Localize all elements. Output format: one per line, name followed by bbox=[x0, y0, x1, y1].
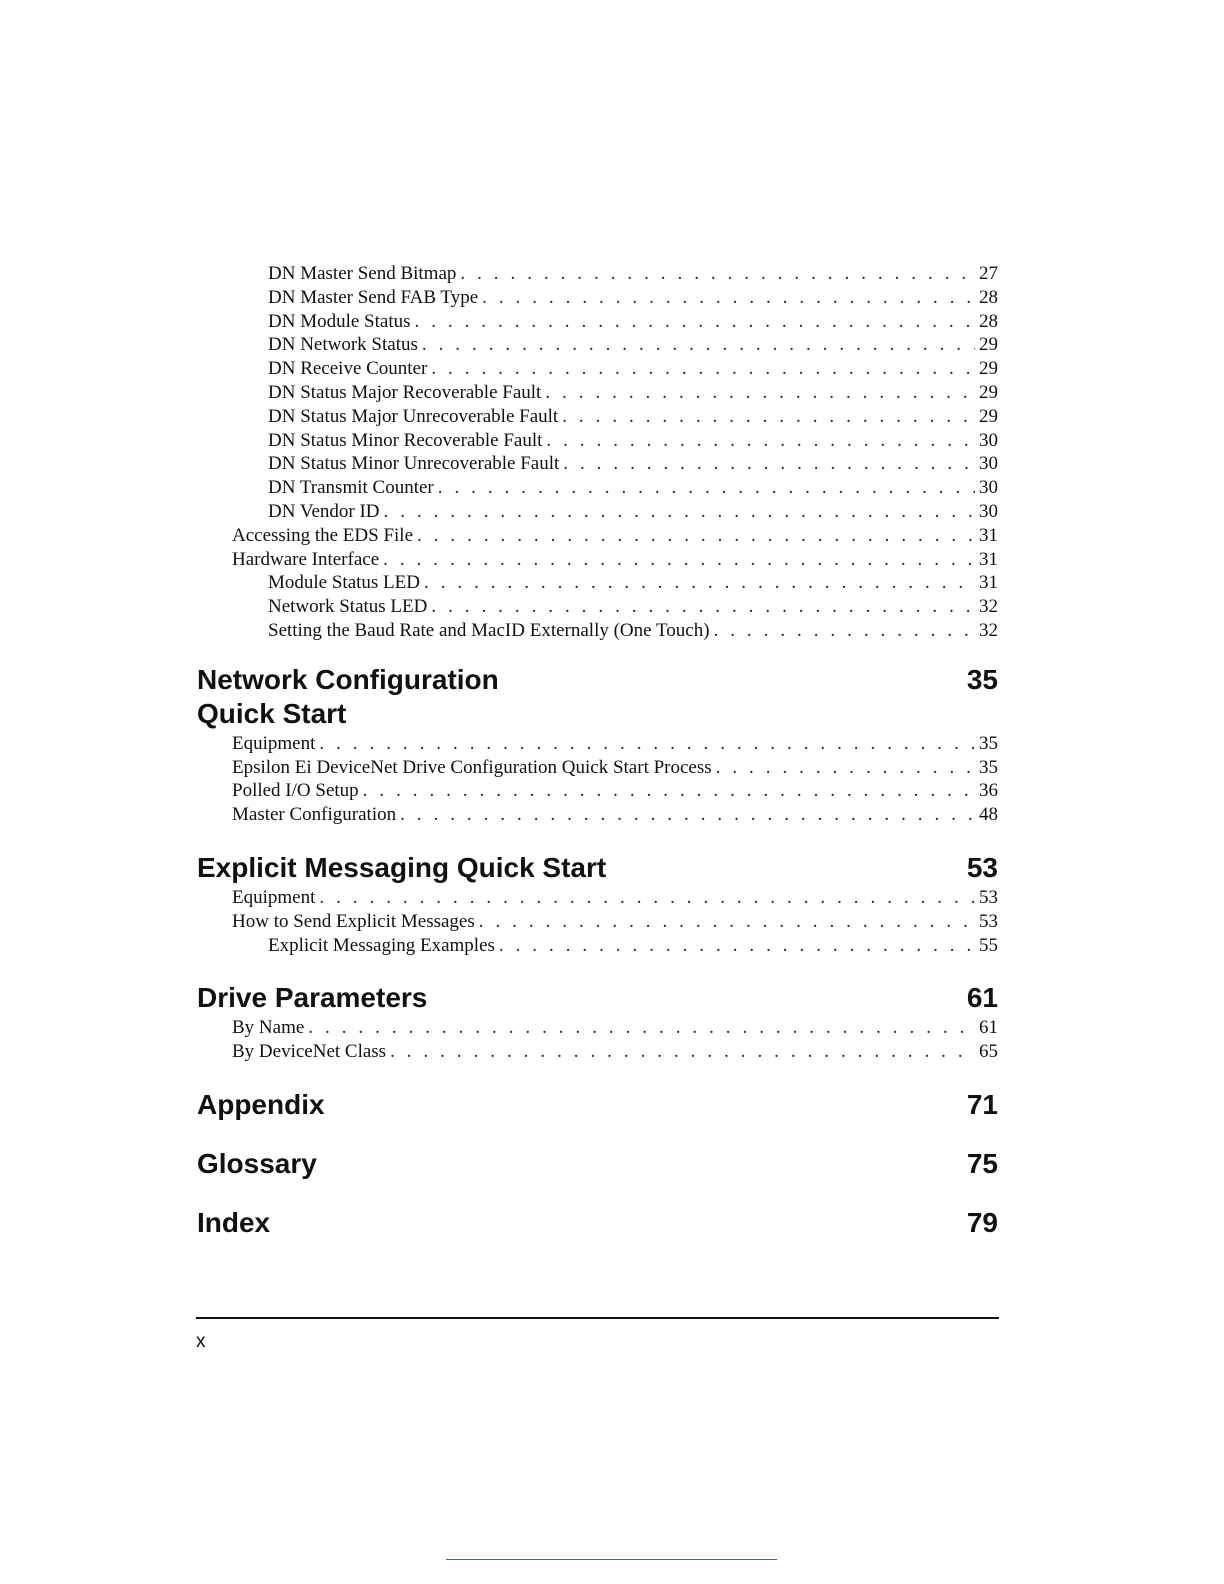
toc-entry-page: 29 bbox=[979, 334, 998, 356]
chapter-title: Glossary bbox=[197, 1147, 317, 1179]
footer-rule bbox=[196, 1317, 999, 1319]
toc-leader-dots bbox=[716, 756, 975, 780]
toc-entry-title: Explicit Messaging Examples bbox=[268, 934, 495, 956]
toc-entry-title: Equipment bbox=[232, 886, 316, 908]
toc-entry-page: 28 bbox=[979, 286, 998, 308]
toc-entry-title: DN Module Status bbox=[268, 310, 411, 332]
chapter-heading[interactable] bbox=[197, 1088, 998, 1122]
toc-entry-title: DN Receive Counter bbox=[268, 358, 428, 380]
toc-entry[interactable] bbox=[197, 524, 998, 548]
toc-entry[interactable] bbox=[197, 1040, 998, 1064]
toc-leader-dots bbox=[424, 571, 975, 595]
toc-leader-dots bbox=[460, 262, 975, 286]
toc-entry-page: 27 bbox=[979, 263, 998, 284]
toc-entry-title: DN Status Major Unrecoverable Fault bbox=[268, 405, 559, 427]
toc-entry-page: 55 bbox=[979, 934, 998, 956]
chapter-page: 61 bbox=[966, 982, 998, 1014]
chapter-title: Appendix bbox=[197, 1088, 325, 1120]
toc-entry-title: By Name bbox=[232, 1017, 305, 1039]
toc-entry-title: DN Network Status bbox=[268, 334, 418, 356]
toc-entry-title: Hardware Interface bbox=[232, 548, 380, 570]
toc-entry[interactable] bbox=[197, 262, 998, 286]
toc-entry-title: DN Vendor ID bbox=[268, 500, 380, 522]
toc-entry-page: 31 bbox=[979, 572, 998, 594]
toc-leader-dots bbox=[438, 476, 975, 500]
table-of-contents bbox=[197, 262, 998, 1240]
toc-leader-dots bbox=[363, 779, 975, 803]
toc-entry-page: 36 bbox=[979, 780, 998, 802]
toc-entry-page: 32 bbox=[979, 596, 998, 618]
toc-entry[interactable] bbox=[197, 357, 998, 381]
chapter-title: Network Configuration Quick Start bbox=[197, 663, 499, 729]
toc-leader-dots bbox=[479, 910, 975, 934]
toc-entry-title: DN Status Minor Unrecoverable Fault bbox=[268, 453, 560, 475]
chapter-page: 53 bbox=[966, 851, 998, 883]
toc-entry[interactable] bbox=[197, 910, 998, 934]
toc-entry-page: 53 bbox=[979, 886, 998, 908]
chapter-heading[interactable] bbox=[197, 1206, 998, 1240]
toc-entry-title: Accessing the EDS File bbox=[232, 524, 414, 546]
toc-entry-title: How to Send Explicit Messages bbox=[232, 910, 475, 932]
toc-leader-dots bbox=[390, 1040, 975, 1064]
toc-entry-page: 35 bbox=[979, 756, 998, 778]
chapter-title: Index bbox=[197, 1206, 271, 1238]
toc-entry-title: Setting the Baud Rate and MacID Externally (One Touch) bbox=[268, 619, 710, 641]
toc-entry-page: 30 bbox=[979, 477, 998, 499]
page-number: x bbox=[196, 1331, 206, 1352]
toc-entry-title: Master Configuration bbox=[232, 804, 397, 826]
toc-entry[interactable] bbox=[197, 500, 998, 524]
toc-entry-page: 65 bbox=[979, 1041, 998, 1063]
toc-entry-title: DN Status Minor Recoverable Fault bbox=[268, 429, 543, 451]
toc-entry-page: 61 bbox=[979, 1017, 998, 1039]
toc-entry[interactable] bbox=[197, 732, 998, 756]
toc-entry[interactable] bbox=[197, 333, 998, 357]
toc-leader-dots bbox=[417, 524, 975, 548]
toc-leader-dots bbox=[319, 732, 975, 756]
toc-entry[interactable] bbox=[197, 934, 998, 958]
toc-leader-dots bbox=[319, 886, 975, 910]
toc-entry-title: DN Status Major Recoverable Fault bbox=[268, 381, 542, 403]
toc-entry-title: DN Master Send FAB Type bbox=[268, 286, 479, 308]
toc-entry-title: Module Status LED bbox=[268, 572, 420, 594]
toc-entry-page: 29 bbox=[979, 405, 998, 427]
toc-entry-page: 32 bbox=[979, 619, 998, 641]
toc-entry-title: Network Status LED bbox=[268, 596, 428, 618]
toc-entry-title: Equipment bbox=[232, 732, 316, 754]
chapter-heading[interactable] bbox=[197, 981, 998, 1015]
toc-leader-dots bbox=[546, 429, 975, 453]
toc-entry[interactable] bbox=[197, 429, 998, 453]
toc-leader-dots bbox=[545, 381, 975, 405]
toc-entry[interactable] bbox=[197, 619, 998, 643]
toc-leader-dots bbox=[400, 803, 975, 827]
toc-entry[interactable] bbox=[197, 886, 998, 910]
toc-entry[interactable] bbox=[197, 803, 998, 827]
toc-entry[interactable] bbox=[197, 1016, 998, 1040]
chapter-page: 71 bbox=[966, 1088, 998, 1120]
toc-entry-page: 30 bbox=[979, 453, 998, 475]
toc-entry[interactable] bbox=[197, 548, 998, 572]
toc-entry-page: 31 bbox=[979, 548, 998, 570]
bottom-link-underline bbox=[446, 1559, 777, 1560]
toc-entry[interactable] bbox=[197, 405, 998, 429]
chapter-heading[interactable] bbox=[197, 663, 998, 731]
chapter-page: 35 bbox=[966, 663, 998, 695]
chapter-heading[interactable] bbox=[197, 851, 998, 885]
toc-leader-dots bbox=[383, 548, 975, 572]
toc-entry-page: 35 bbox=[979, 732, 998, 754]
chapter-heading[interactable] bbox=[197, 1147, 998, 1181]
toc-entry[interactable] bbox=[197, 779, 998, 803]
toc-leader-dots bbox=[563, 452, 975, 476]
toc-entry[interactable] bbox=[197, 571, 998, 595]
toc-leader-dots bbox=[308, 1016, 975, 1040]
toc-leader-dots bbox=[714, 619, 975, 643]
chapter-title: Explicit Messaging Quick Start bbox=[197, 851, 607, 883]
toc-entry[interactable] bbox=[197, 310, 998, 334]
toc-leader-dots bbox=[431, 595, 975, 619]
toc-entry-title: Epsilon Ei DeviceNet Drive Configuration Quick Start Process bbox=[232, 756, 712, 778]
toc-leader-dots bbox=[384, 500, 975, 524]
toc-entry[interactable] bbox=[197, 452, 998, 476]
toc-entry-title: DN Transmit Counter bbox=[268, 477, 434, 499]
toc-entry-page: 30 bbox=[979, 429, 998, 451]
chapter-title: Drive Parameters bbox=[197, 982, 428, 1014]
toc-leader-dots bbox=[415, 310, 976, 334]
toc-entry-title: DN Master Send Bitmap bbox=[268, 263, 457, 284]
chapter-page: 75 bbox=[966, 1147, 998, 1179]
toc-entry-page: 29 bbox=[979, 381, 998, 403]
toc-leader-dots bbox=[499, 934, 975, 958]
toc-entry-page: 29 bbox=[979, 358, 998, 380]
toc-leader-dots bbox=[422, 333, 975, 357]
toc-leader-dots bbox=[562, 405, 975, 429]
toc-entry-page: 28 bbox=[979, 310, 998, 332]
toc-entry[interactable] bbox=[197, 381, 998, 405]
toc-entry[interactable] bbox=[197, 595, 998, 619]
toc-entry[interactable] bbox=[197, 476, 998, 500]
toc-leader-dots bbox=[482, 286, 975, 310]
toc-entry-title: By DeviceNet Class bbox=[232, 1041, 387, 1063]
toc-entry-page: 31 bbox=[979, 524, 998, 546]
toc-entry-page: 53 bbox=[979, 910, 998, 932]
toc-entry-page: 48 bbox=[979, 804, 998, 826]
toc-leader-dots bbox=[431, 357, 975, 381]
toc-entry-title: Polled I/O Setup bbox=[232, 780, 359, 802]
toc-entry[interactable] bbox=[197, 286, 998, 310]
chapter-page: 79 bbox=[966, 1206, 998, 1238]
toc-entry-page: 30 bbox=[979, 500, 998, 522]
toc-entry[interactable] bbox=[197, 756, 998, 780]
